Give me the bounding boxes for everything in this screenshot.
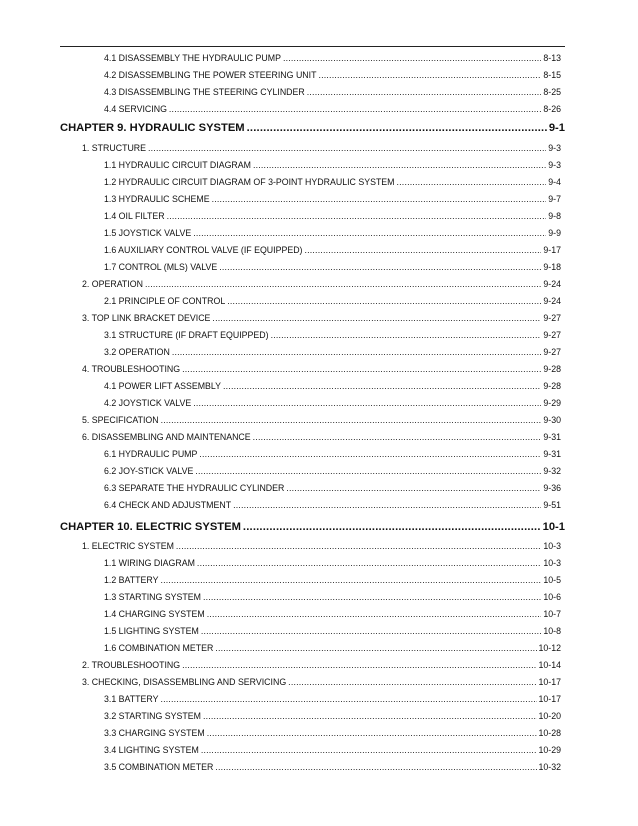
toc-page-number: 9-24 xyxy=(543,296,561,306)
toc-subsection[interactable] xyxy=(104,759,561,775)
dot-leader xyxy=(318,67,541,83)
toc-entry-label: 4.2 DISASSEMBLING THE POWER STEERING UNIT xyxy=(104,70,317,80)
dot-leader xyxy=(212,310,541,326)
toc-section[interactable] xyxy=(82,674,561,690)
toc-page-number: 9-27 xyxy=(543,313,561,323)
dot-leader xyxy=(148,140,546,156)
toc-entry-label: CHAPTER 9. HYDRAULIC SYSTEM xyxy=(60,122,245,134)
dot-leader xyxy=(253,429,542,445)
toc-entry-label: 1.2 BATTERY xyxy=(104,575,159,585)
toc-entry-label: 1. STRUCTURE xyxy=(82,143,147,153)
toc-page-number: 10-14 xyxy=(538,660,561,670)
toc-page-number: 10-20 xyxy=(538,711,561,721)
toc-subsection[interactable] xyxy=(104,497,561,513)
toc-subsection[interactable] xyxy=(104,157,561,173)
dot-leader xyxy=(286,480,541,496)
toc-entry-label: 3. TOP LINK BRACKET DEVICE xyxy=(82,313,211,323)
dot-leader xyxy=(197,555,541,571)
dot-leader xyxy=(223,378,541,394)
dot-leader xyxy=(182,657,536,673)
toc-entry-label: 1. ELECTRIC SYSTEM xyxy=(82,541,174,551)
toc-entry-label: 6.4 CHECK AND ADJUSTMENT xyxy=(104,500,232,510)
toc-page-number: 9-30 xyxy=(543,415,561,425)
toc-subsection[interactable] xyxy=(104,606,561,622)
dot-leader xyxy=(145,276,541,292)
dot-leader xyxy=(219,259,541,275)
toc-subsection[interactable] xyxy=(104,623,561,639)
toc-page-number: 9-28 xyxy=(543,364,561,374)
toc-page-number: 10-6 xyxy=(543,592,561,602)
dot-leader xyxy=(207,725,537,741)
toc-page-number: 10-8 xyxy=(543,626,561,636)
toc-page-number: 8-26 xyxy=(543,104,561,114)
toc-subsection[interactable] xyxy=(104,395,561,411)
toc-page-number: 9-4 xyxy=(548,177,561,187)
toc-page-number: 10-32 xyxy=(538,762,561,772)
dot-leader xyxy=(212,191,547,207)
dot-leader xyxy=(253,157,546,173)
toc-subsection[interactable] xyxy=(104,50,561,66)
dot-leader xyxy=(172,344,542,360)
dot-leader xyxy=(199,446,541,462)
toc-subsection[interactable] xyxy=(104,480,561,496)
dot-leader xyxy=(201,742,537,758)
toc-section[interactable] xyxy=(82,412,561,428)
toc-section[interactable] xyxy=(82,361,561,377)
dot-leader xyxy=(397,174,547,190)
toc-page-number: 9-24 xyxy=(543,279,561,289)
dot-leader xyxy=(176,538,541,554)
dot-leader xyxy=(227,293,541,309)
toc-page-number: 9-8 xyxy=(548,211,561,221)
toc-subsection[interactable] xyxy=(104,327,561,343)
toc-subsection[interactable] xyxy=(104,589,561,605)
toc-entry-label: 3. CHECKING, DISASSEMBLING AND SERVICING xyxy=(82,677,287,687)
toc-subsection[interactable] xyxy=(104,640,561,656)
toc-page-number: 8-15 xyxy=(543,70,561,80)
toc-subsection[interactable] xyxy=(104,725,561,741)
toc-page-number: 9-9 xyxy=(548,228,561,238)
toc-entry-label: 1.2 HYDRAULIC CIRCUIT DIAGRAM OF 3-POINT HYDRAULIC SYSTEM xyxy=(104,177,395,187)
toc-subsection[interactable] xyxy=(104,708,561,724)
toc-subsection[interactable] xyxy=(104,101,561,117)
toc-entry-label: 1.6 COMBINATION METER xyxy=(104,643,214,653)
toc-chapter[interactable] xyxy=(60,518,565,536)
dot-leader xyxy=(283,50,541,66)
toc-page-number: 10-17 xyxy=(538,677,561,687)
toc-page-number: 9-36 xyxy=(543,483,561,493)
toc-entry-label: 1.7 CONTROL (MLS) VALVE xyxy=(104,262,218,272)
dot-leader xyxy=(247,119,547,137)
toc-page-number: 9-3 xyxy=(548,143,561,153)
toc-entry-label: 3.5 COMBINATION METER xyxy=(104,762,214,772)
toc-page-number: 8-13 xyxy=(543,53,561,63)
toc-entry-label: 3.3 CHARGING SYSTEM xyxy=(104,728,205,738)
toc-entry-label: 3.1 STRUCTURE (IF DRAFT EQUIPPED) xyxy=(104,330,269,340)
dot-leader xyxy=(215,640,536,656)
dot-leader xyxy=(233,497,541,513)
toc-subsection[interactable] xyxy=(104,225,561,241)
toc-subsection[interactable] xyxy=(104,259,561,275)
dot-leader xyxy=(167,208,547,224)
toc-chapter[interactable] xyxy=(60,119,565,137)
toc-subsection[interactable] xyxy=(104,446,561,462)
toc-page-number: 10-3 xyxy=(543,558,561,568)
toc-entry-label: CHAPTER 10. ELECTRIC SYSTEM xyxy=(60,521,241,533)
dot-leader xyxy=(307,84,542,100)
toc-entry-label: 1.3 STARTING SYSTEM xyxy=(104,592,201,602)
toc-page-number: 10-1 xyxy=(542,521,565,533)
dot-leader xyxy=(160,572,541,588)
toc-page-number: 10-29 xyxy=(538,745,561,755)
toc-page-number: 9-29 xyxy=(543,398,561,408)
toc-page-number: 9-7 xyxy=(548,194,561,204)
toc-entry-label: 6. DISASSEMBLING AND MAINTENANCE xyxy=(82,432,251,442)
toc-page-number: 10-3 xyxy=(543,541,561,551)
toc-subsection[interactable] xyxy=(104,293,561,309)
dot-leader xyxy=(201,623,542,639)
toc-entry-label: 3.2 STARTING SYSTEM xyxy=(104,711,201,721)
dot-leader xyxy=(169,101,541,117)
toc-entry-label: 6.2 JOY-STICK VALVE xyxy=(104,466,194,476)
toc-page-number: 9-17 xyxy=(543,245,561,255)
toc-subsection[interactable] xyxy=(104,242,561,258)
toc-entry-label: 1.3 HYDRAULIC SCHEME xyxy=(104,194,210,204)
toc-entry-label: 6.1 HYDRAULIC PUMP xyxy=(104,449,198,459)
toc-entry-label: 1.5 LIGHTING SYSTEM xyxy=(104,626,199,636)
toc-subsection[interactable] xyxy=(104,742,561,758)
toc-subsection[interactable] xyxy=(104,572,561,588)
toc-entry-label: 3.1 BATTERY xyxy=(104,694,159,704)
toc-page-number: 8-25 xyxy=(543,87,561,97)
toc-entry-label: 3.2 OPERATION xyxy=(104,347,170,357)
toc-page-number: 9-27 xyxy=(543,330,561,340)
toc-page-number: 10-17 xyxy=(538,694,561,704)
toc-subsection[interactable] xyxy=(104,174,561,190)
toc-page-number: 9-3 xyxy=(548,160,561,170)
toc-section[interactable] xyxy=(82,310,561,326)
toc-entry-label: 4.1 POWER LIFT ASSEMBLY xyxy=(104,381,222,391)
dot-leader xyxy=(243,518,541,536)
toc-entry-label: 4.3 DISASSEMBLING THE STEERING CYLINDER xyxy=(104,87,305,97)
toc-entry-label: 2.1 PRINCIPLE OF CONTROL xyxy=(104,296,226,306)
dot-leader xyxy=(207,606,542,622)
toc-subsection[interactable] xyxy=(104,191,561,207)
dot-leader xyxy=(161,412,542,428)
dot-leader xyxy=(193,395,541,411)
dot-leader xyxy=(182,361,541,377)
toc-entry-label: 2. TROUBLESHOOTING xyxy=(82,660,181,670)
toc-page-number: 9-27 xyxy=(543,347,561,357)
toc-section[interactable] xyxy=(82,657,561,673)
toc-entry-label: 2. OPERATION xyxy=(82,279,143,289)
toc-section[interactable] xyxy=(82,429,561,445)
dot-leader xyxy=(203,589,541,605)
toc-entry-label: 1.4 OIL FILTER xyxy=(104,211,165,221)
toc-page-number: 9-51 xyxy=(543,500,561,510)
toc-page-number: 9-31 xyxy=(543,432,561,442)
dot-leader xyxy=(304,242,541,258)
toc-subsection[interactable] xyxy=(104,84,561,100)
toc-subsection[interactable] xyxy=(104,67,561,83)
toc-subsection[interactable] xyxy=(104,691,561,707)
toc-subsection[interactable] xyxy=(104,555,561,571)
dot-leader xyxy=(203,708,537,724)
toc-page-number: 10-7 xyxy=(543,609,561,619)
toc-entry-label: 4.4 SERVICING xyxy=(104,104,167,114)
dot-leader xyxy=(288,674,536,690)
toc-section[interactable] xyxy=(82,140,561,156)
toc-entry-label: 1.4 CHARGING SYSTEM xyxy=(104,609,205,619)
toc-page-number: 10-5 xyxy=(543,575,561,585)
toc-page-number: 9-32 xyxy=(543,466,561,476)
dot-leader xyxy=(193,225,546,241)
toc-entry-label: 4. TROUBLESHOOTING xyxy=(82,364,181,374)
dot-leader xyxy=(195,463,541,479)
toc-subsection[interactable] xyxy=(104,378,561,394)
toc-page-number: 10-28 xyxy=(538,728,561,738)
toc-page-number: 9-28 xyxy=(543,381,561,391)
toc-page-number: 10-12 xyxy=(538,643,561,653)
toc-section[interactable] xyxy=(82,538,561,554)
toc-section[interactable] xyxy=(82,276,561,292)
toc-page-number: 9-1 xyxy=(548,122,565,134)
dot-leader xyxy=(215,759,536,775)
toc-page-number: 9-18 xyxy=(543,262,561,272)
toc-subsection[interactable] xyxy=(104,463,561,479)
toc-subsection[interactable] xyxy=(104,344,561,360)
toc-entry-label: 4.1 DISASSEMBLY THE HYDRAULIC PUMP xyxy=(104,53,281,63)
toc-entry-label: 3.4 LIGHTING SYSTEM xyxy=(104,745,199,755)
toc-entry-label: 1.1 HYDRAULIC CIRCUIT DIAGRAM xyxy=(104,160,251,170)
dot-leader xyxy=(160,691,536,707)
toc-entry-label: 6.3 SEPARATE THE HYDRAULIC CYLINDER xyxy=(104,483,285,493)
toc-entry-label: 4.2 JOYSTICK VALVE xyxy=(104,398,192,408)
toc-subsection[interactable] xyxy=(104,208,561,224)
toc-page-number: 9-31 xyxy=(543,449,561,459)
toc-entry-label: 5. SPECIFICATION xyxy=(82,415,159,425)
dot-leader xyxy=(271,327,542,343)
toc-entry-label: 1.6 AUXILIARY CONTROL VALVE (IF EQUIPPED) xyxy=(104,245,303,255)
toc-entry-label: 1.1 WIRING DIAGRAM xyxy=(104,558,195,568)
toc-entry-label: 1.5 JOYSTICK VALVE xyxy=(104,228,192,238)
